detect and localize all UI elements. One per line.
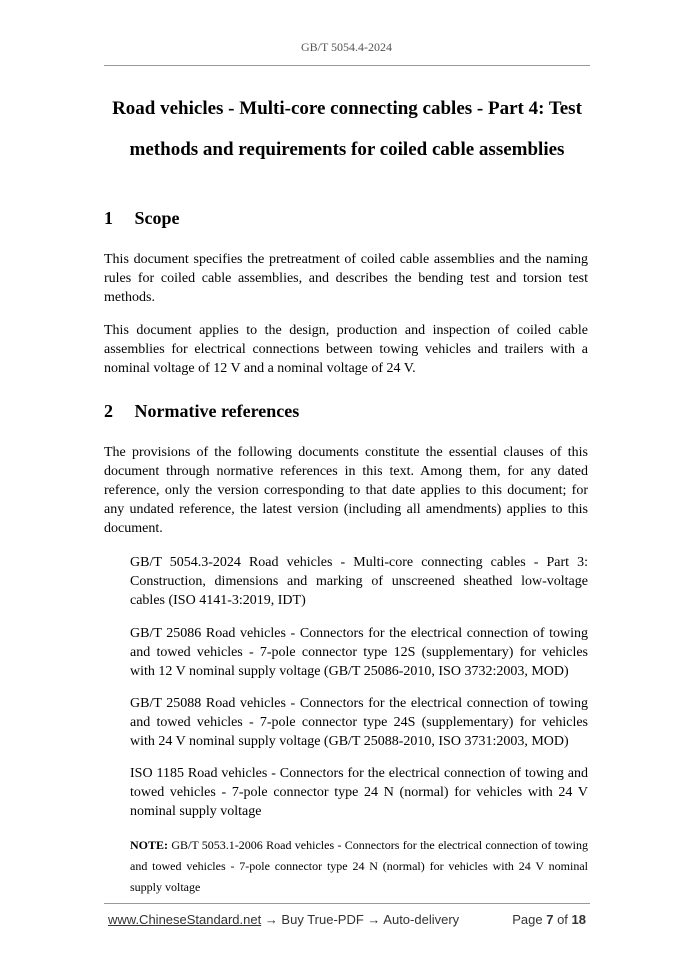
section-2-title: Normative references (134, 401, 300, 421)
footer-buy-text: → Buy True-PDF → Auto-delivery (261, 912, 460, 927)
normative-intro-paragraph: The provisions of the following documents constitute the essential clauses of this document through normative references in this text. Among them, for any dated reference, only the version corresponding to that date applies to this document; for any undated reference, the latest version (including all amendments) applies to this document. (104, 445, 588, 536)
reference-note (130, 835, 588, 898)
section-1-number: 1 (104, 208, 113, 228)
page-label: Page (512, 912, 543, 927)
header-doc-code: GB/T 5054.4-2024 (300, 40, 393, 54)
page-of: of (557, 912, 568, 927)
reference-item: GB/T 25088 Road vehicles - Connectors for the electrical connection of towing and towed vehicles - 7-pole connector type 24S (supplementary) for vehicles with 24 V nominal supply voltage (GB/T 25088-2010, ISO 3731:2003, MOD) (130, 696, 588, 749)
note-label: NOTE: (130, 838, 169, 852)
site-link[interactable]: www.ChineseStandard.net (108, 912, 262, 927)
reference-item: GB/T 25086 Road vehicles - Connectors for the electrical connection of towing and towed vehicles - 7-pole connector type 12S (supplementary) for vehicles with 12 V nominal supply voltage (GB/T 25086-2010, ISO 3732:2003, MOD) (130, 626, 588, 679)
document-title: Road vehicles - Multi-core connecting cables - Part 4: Test methods and requirements for coiled cable assemblies (112, 98, 582, 160)
footer-divider (104, 903, 590, 904)
page-footer (108, 912, 586, 927)
section-2-number: 2 (104, 401, 113, 421)
section-1-heading (104, 207, 590, 229)
page-total: 18 (571, 912, 586, 927)
reference-item: GB/T 5054.3-2024 Road vehicles - Multi-core connecting cables - Part 3: Construction, dimensions and marking of unscreened sheathed low-voltage cables (ISO 4141-3:2019, IDT) (130, 555, 588, 608)
scope-paragraph-2: This document applies to the design, production and inspection of coiled cable assemblies for electrical connections between towing vehicles and trailers with a nominal voltage of 12 V and a nominal voltage of 24 V. (104, 323, 588, 376)
page-number (512, 912, 586, 927)
scope-paragraph-1: This document specifies the pretreatment of coiled cable assemblies and the naming rules for coiled cable assemblies, and describes the bending test and torsion test methods. (104, 252, 588, 305)
header-divider (104, 65, 590, 66)
page-current: 7 (546, 912, 554, 927)
section-1-title: Scope (134, 208, 180, 228)
section-2-heading (104, 400, 590, 422)
reference-item: ISO 1185 Road vehicles - Connectors for the electrical connection of towing and towed vehicles - 7-pole connector type 24 N (normal) for vehicles with 24 V nominal supply voltage (130, 766, 588, 819)
note-text: GB/T 5053.1-2006 Road vehicles - Connectors for the electrical connection of towing and towed vehicles - 7-pole connector type 24 N (normal) for vehicles with 24 V nominal supply voltage (130, 838, 589, 894)
